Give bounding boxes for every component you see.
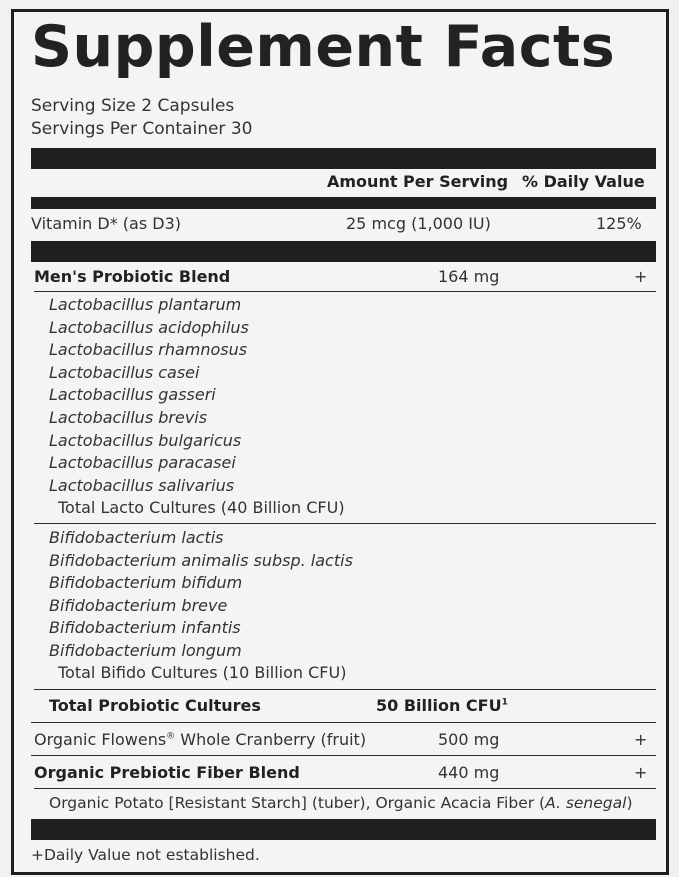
footnote: +Daily Value not established.: [31, 846, 260, 864]
probiotic-blend-name: Men's Probiotic Blend: [34, 267, 231, 286]
strain-item: Lactobacillus acidophilus: [49, 317, 249, 337]
bifido-total: Total Bifido Cultures (10 Billion CFU): [58, 663, 347, 682]
strain-item: Bifidobacterium longum: [49, 641, 242, 660]
row-divider: [34, 291, 656, 292]
strain-item: Lactobacillus plantarum: [49, 295, 242, 314]
strain-item: Lactobacillus rhamnosus: [49, 340, 248, 360]
prebiotic-detail: Organic Potato [Resistant Starch] (tuber), Organic Acacia Fiber (A. senegal): [49, 794, 633, 812]
row-divider: [31, 755, 656, 756]
vitamin-d-amount: 25 mcg (1,000 IU): [346, 214, 491, 233]
row-divider: [31, 722, 656, 723]
supplement-facts-panel: [11, 9, 669, 875]
serving-size: Serving Size 2 Capsules: [31, 96, 235, 116]
panel-title: Supplement Facts: [31, 14, 616, 80]
strain-item: Bifidobacterium animalis subsp. lactis: [49, 550, 353, 570]
vitamin-d-name: Vitamin D* (as D3): [31, 214, 181, 233]
strain-item: Lactobacillus salivarius: [49, 475, 235, 495]
strain-item: Bifidobacterium breve: [49, 595, 228, 615]
row-divider: [34, 523, 656, 524]
strain-item: Lactobacillus bulgaricus: [49, 430, 242, 450]
cranberry-dv: +: [634, 730, 648, 749]
vitamin-d-dv: 125%: [596, 214, 642, 233]
strain-item: Bifidobacterium bifidum: [49, 573, 243, 593]
row-divider: [34, 788, 656, 789]
medium-divider: [31, 197, 656, 209]
prebiotic-blend-dv: +: [634, 763, 648, 782]
strain-item: Lactobacillus brevis: [49, 408, 208, 427]
prebiotic-blend-amount: 440 mg: [438, 763, 500, 782]
prebiotic-blend-name: Organic Prebiotic Fiber Blend: [34, 763, 300, 782]
lacto-total: Total Lacto Cultures (40 Billion CFU): [58, 498, 345, 517]
daily-value-header: % Daily Value: [522, 172, 645, 191]
strain-item: Lactobacillus gasseri: [49, 385, 216, 405]
strain-item: Lactobacillus paracasei: [49, 453, 236, 473]
total-probiotic-name: Total Probiotic Cultures: [49, 696, 261, 715]
thick-divider: [31, 819, 656, 840]
thick-divider: [31, 241, 656, 262]
row-divider: [34, 689, 656, 690]
cranberry-name: Organic Flowens® Whole Cranberry (fruit): [34, 730, 367, 749]
probiotic-blend-dv: +: [634, 267, 648, 286]
thick-divider: [31, 148, 656, 169]
probiotic-blend-amount: 164 mg: [438, 267, 500, 286]
cranberry-amount: 500 mg: [438, 730, 500, 749]
amount-per-serving-header: Amount Per Serving: [327, 172, 509, 191]
strain-item: Bifidobacterium infantis: [49, 618, 241, 638]
servings-per-container: Servings Per Container 30: [31, 119, 253, 139]
strain-item: Bifidobacterium lactis: [49, 528, 224, 547]
total-probiotic-amount: 50 Billion CFU$^1$: [376, 696, 508, 715]
strain-item: Lactobacillus casei: [49, 362, 200, 382]
